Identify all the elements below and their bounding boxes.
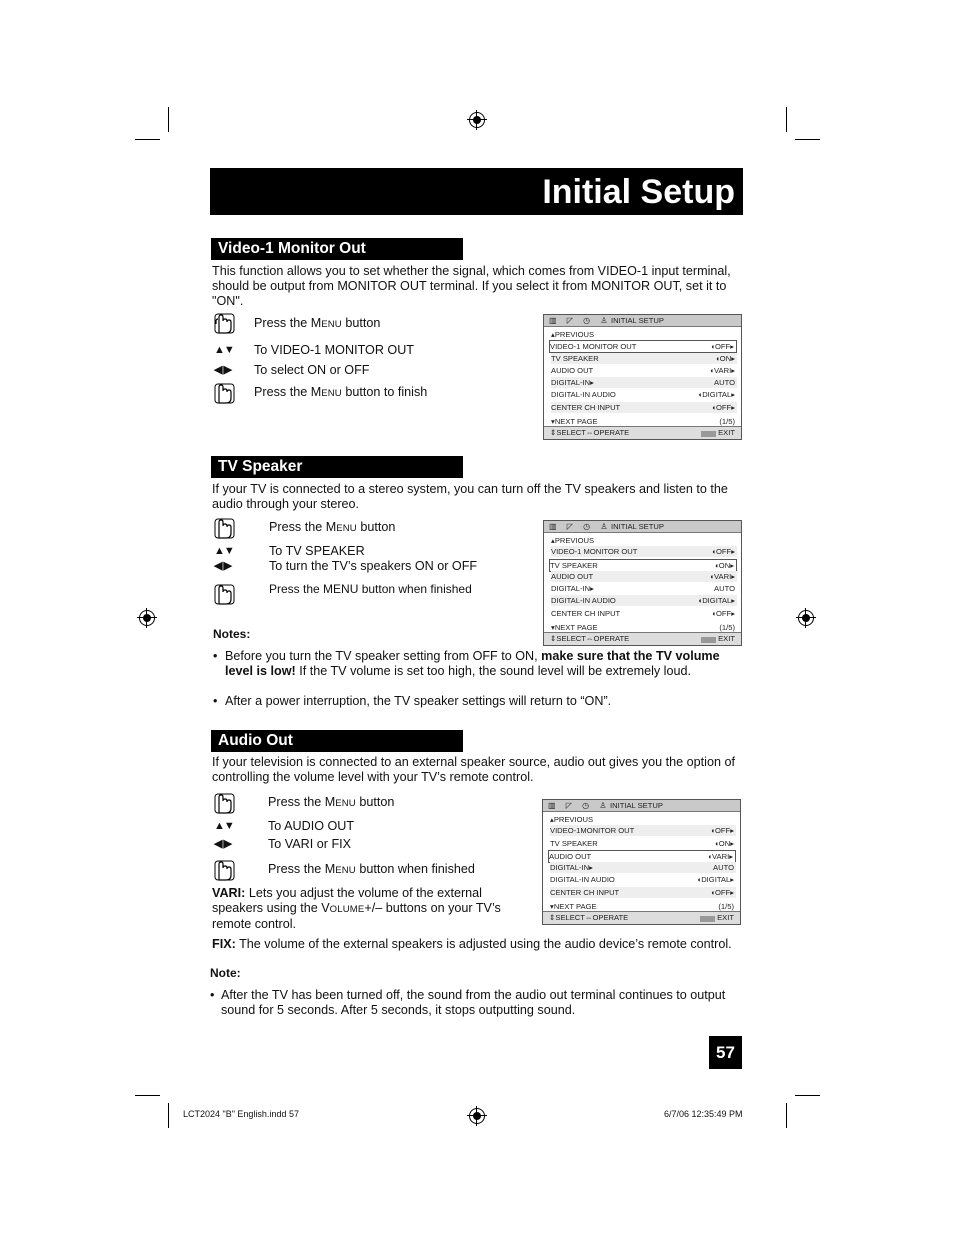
crop-mark (795, 1095, 820, 1096)
audioout-intro: If your television is connected to an external speaker source, audio out gives you the option of controlling the volume level with your TV’s remote control. (212, 755, 735, 784)
up-down-arrows-icon: ▲▼ (214, 344, 234, 356)
section-heading-video1: Video-1 Monitor Out (211, 238, 463, 260)
tvspeaker-step-finish: Press the MENU button when finished (269, 582, 472, 596)
menu-row-digitalin-audio: DIGITAL-IN AUDIO ◖DIGITAL▸ (551, 390, 735, 399)
video1-step-1: To VIDEO-1 MONITOR OUT (254, 343, 415, 357)
menu-row-audioout: AUDIO OUT ◖VARI▸ (551, 366, 735, 375)
registration-mark-icon (139, 610, 155, 626)
menu-row-tvspeaker: TV SPEAKER ◖ON▸ (551, 354, 735, 363)
footer-timestamp: 6/7/06 12:35:49 PM (664, 1109, 743, 1119)
menu-row-audioout: AUDIO OUT ◖VARI▸ (548, 850, 736, 863)
menu-footer: ⇕SELECT⇔OPERATE MENU EXIT (543, 911, 740, 924)
tvspeaker-note-2: After a power interruption, the TV speaker settings will return to “ON”. (225, 694, 612, 708)
menu-title: INITIAL SETUP (611, 522, 664, 531)
tvspeaker-intro: If your TV is connected to a stereo system, you can turn off the TV speakers and listen to the audio through your stereo. (212, 482, 728, 511)
left-right-arrows-icon: ◀ ▶ (214, 838, 231, 850)
video1-step-finish: Press the MENU button to finish (254, 385, 428, 399)
menu-title: INITIAL SETUP (611, 316, 664, 325)
audioout-fix: FIX: The volume of the external speakers is adjusted using the audio device’s remote control. (212, 937, 732, 951)
menu-row-tvspeaker: TV SPEAKER ◖ON▸ (549, 559, 737, 572)
registration-mark-icon (469, 112, 485, 128)
menu-tab-icons: ▥ ◸ ◷ ♙ (548, 801, 611, 810)
up-down-arrows-icon: ▲▼ (214, 545, 234, 557)
video1-intro: This function allows you to set whether the signal, which comes from VIDEO-1 input terminal, should be output from MONITOR OUT terminal. If you select it from MONITOR OUT, set it to "ON". (212, 264, 731, 308)
menu-screen-tvspeaker (543, 520, 742, 646)
audioout-note-label: Note: (210, 966, 241, 980)
left-right-arrows-icon: ◀ ▶ (214, 364, 231, 376)
tvspeaker-notes-label: Notes: (213, 627, 251, 641)
bullet: • (213, 649, 218, 663)
menu-tab-icons: ▥ ◸ ◷ ♙ (549, 522, 612, 531)
crop-mark (135, 1095, 160, 1096)
crop-mark (786, 1103, 787, 1128)
menu-row-center: CENTER CH INPUT ◖OFF▸ (550, 888, 734, 897)
audioout-step-2: To VARI or FIX (268, 837, 352, 851)
audioout-note: After the TV has been turned off, the sound from the audio out terminal continues to output sound for 5 seconds. After 5 seconds, it stops outputting sound. (221, 988, 726, 1017)
left-right-arrows-icon: ◀ ▶ (214, 560, 231, 572)
hand-press-icon (213, 517, 235, 539)
video1-step-2: To select ON or OFF (254, 363, 370, 377)
page-title: Initial Setup (542, 173, 735, 211)
tvspeaker-step-menu: Press the MENU button (269, 520, 396, 534)
menu-row-tvspeaker: TV SPEAKER ◖ON▸ (550, 839, 734, 848)
section-heading-tvspeaker: TV Speaker (211, 456, 463, 478)
tvspeaker-note-1: Before you turn the TV speaker setting from OFF to ON, make sure that the TV volume level is low! If the TV volume is set too high, the sound level will be extremely loud. (225, 649, 720, 678)
registration-mark-icon (469, 1108, 485, 1124)
menu-screen-video1 (543, 314, 742, 440)
audioout-step-menu: Press the MENU button (268, 795, 395, 809)
hand-press-icon (213, 792, 235, 814)
footer-file: LCT2024 "B" English.indd 57 (183, 1109, 299, 1119)
up-down-arrows-icon: ▲▼ (214, 820, 234, 832)
hand-press-icon (213, 382, 235, 404)
menu-screen-audioout (542, 799, 741, 925)
tvspeaker-step-1: To TV SPEAKER (269, 544, 365, 558)
page-number: 57 (709, 1036, 742, 1069)
menu-next: ▾NEXT PAGE (1/5) (550, 902, 734, 911)
crop-mark (135, 139, 160, 140)
menu-row-digitalin-audio: DIGITAL-IN AUDIO ◖DIGITAL▸ (550, 875, 734, 884)
crop-mark (786, 107, 787, 132)
menu-next: ▾NEXT PAGE (1/5) (551, 623, 735, 632)
page-title-bar (210, 168, 743, 215)
bullet: • (213, 694, 218, 708)
tvspeaker-step-2: To turn the TV’s speakers ON or OFF (269, 559, 478, 573)
menu-row-video1: VIDEO-1MONITOR OUT ◖OFF▸ (550, 826, 734, 835)
section-heading-audioout: Audio Out (211, 730, 463, 752)
menu-previous: ▴PREVIOUS (551, 330, 595, 339)
menu-footer: ⇕SELECT⇔OPERATE MENU EXIT (544, 426, 741, 439)
audioout-vari: VARI: Lets you adjust the volume of the external speakers using the VOLUME+/– buttons on your TV’s remote control. (212, 886, 501, 931)
menu-title: INITIAL SETUP (610, 801, 663, 810)
menu-row-center: CENTER CH INPUT ◖OFF▸ (551, 609, 735, 618)
menu-row-video1: VIDEO-1 MONITOR OUT ◖OFF▸ (551, 547, 735, 556)
menu-row-video1: VIDEO-1 MONITOR OUT ◖OFF▸ (549, 340, 737, 353)
menu-row-audioout: AUDIO OUT ◖VARI▸ (551, 572, 735, 581)
crop-mark (168, 107, 169, 132)
menu-next: ▾NEXT PAGE (1/5) (551, 417, 735, 426)
bullet: • (210, 988, 215, 1002)
crop-mark (168, 1103, 169, 1128)
menu-row-digitalin-audio: DIGITAL-IN AUDIO ◖DIGITAL▸ (551, 596, 735, 605)
menu-previous: ▴PREVIOUS (550, 815, 594, 824)
crop-mark (795, 139, 820, 140)
menu-tab-icons: ▥ ◸ ◷ ♙ (549, 316, 612, 325)
hand-press-icon (213, 583, 235, 605)
hand-press-icon (213, 859, 235, 881)
registration-mark-icon (798, 610, 814, 626)
audioout-step-1: To AUDIO OUT (268, 819, 355, 833)
menu-footer: ⇕SELECT⇔OPERATE MENU EXIT (544, 632, 741, 645)
video1-step-menu: Press the MENU button (254, 316, 381, 330)
menu-row-digitalin: DIGITAL-IN▸ AUTO (551, 584, 735, 593)
hand-press-icon (213, 312, 235, 334)
menu-previous: ▴PREVIOUS (551, 536, 595, 545)
menu-row-digitalin: DIGITAL-IN▸ AUTO (551, 378, 735, 387)
menu-row-digitalin: DIGITAL-IN▸ AUTO (550, 863, 734, 872)
menu-row-center: CENTER CH INPUT ◖OFF▸ (551, 403, 735, 412)
audioout-step-finish: Press the MENU button when finished (268, 862, 475, 876)
